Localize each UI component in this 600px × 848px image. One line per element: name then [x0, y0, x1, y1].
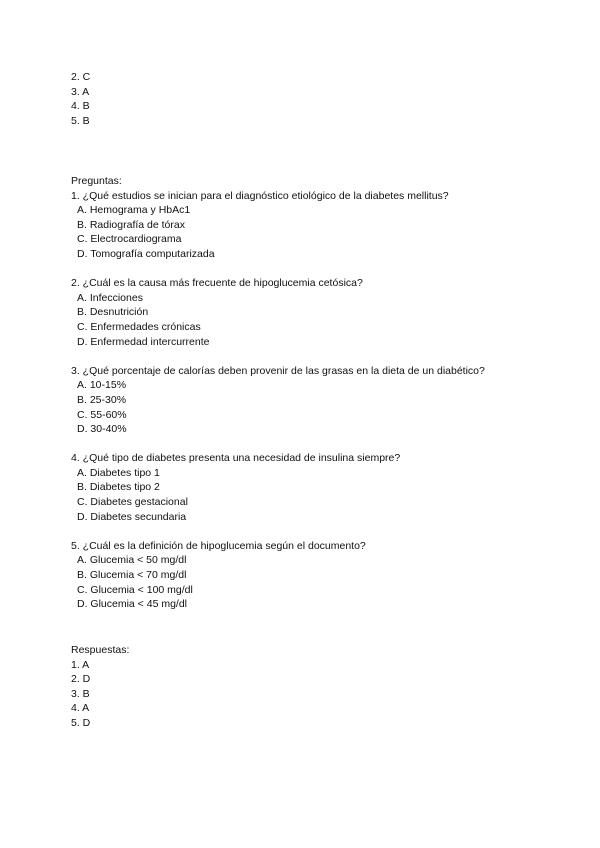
answer-key-item: 5. D	[71, 716, 91, 729]
question-text: 1. ¿Qué estudios se inician para el diagnóstico etiológico de la diabetes mellitus?	[71, 189, 449, 202]
answer-key-item: 3. B	[71, 687, 90, 700]
answer-option: C. Enfermedades crónicas	[77, 320, 201, 333]
question-4	[71, 451, 551, 524]
question-text: 5. ¿Cuál es la definición de hipoglucemia según el documento?	[71, 539, 366, 552]
question-3	[71, 364, 551, 437]
answer-option: C. 55-60%	[77, 408, 127, 421]
previous-answer: 4. B	[71, 100, 90, 113]
previous-answer: 2. C	[71, 71, 91, 83]
answer-option: D. 30-40%	[77, 423, 127, 436]
answer-key-item: 1. A	[71, 658, 90, 671]
question-text: 4. ¿Qué tipo de diabetes presenta una necesidad de insulina siempre?	[71, 452, 401, 465]
answer-key-item: 2. D	[71, 673, 91, 686]
previous-answer: 3. A	[71, 85, 90, 98]
answer-option: C. Electrocardiograma	[77, 233, 182, 246]
answer-option: B. Radiografía de tórax	[77, 218, 185, 231]
previous-answers-list	[71, 70, 551, 128]
answer-option: B. Glucemia < 70 mg/dl	[77, 569, 187, 582]
previous-answer: 5. B	[71, 114, 90, 127]
questions-section	[71, 174, 551, 612]
answers-heading: Respuestas:	[71, 644, 130, 656]
answer-option: A. Diabetes tipo 1	[77, 466, 160, 479]
answer-option: A. Glucemia < 50 mg/dl	[77, 554, 187, 567]
answer-option: D. Tomografía computarizada	[77, 247, 215, 260]
answer-option: C. Glucemia < 100 mg/dl	[77, 583, 193, 596]
answers-section	[71, 643, 551, 731]
questions-heading: Preguntas:	[71, 175, 122, 187]
answer-option: D. Enfermedad intercurrente	[77, 335, 210, 348]
answer-key-item: 4. A	[71, 702, 90, 715]
answer-option: B. Desnutrición	[77, 306, 149, 319]
answer-option: B. Diabetes tipo 2	[77, 481, 160, 494]
answer-option: D. Glucemia < 45 mg/dl	[77, 598, 188, 611]
question-text: 2. ¿Cuál es la causa más frecuente de hipoglucemia cetósica?	[71, 277, 363, 290]
question-1	[71, 189, 551, 262]
answer-option: A. Infecciones	[77, 291, 143, 304]
answer-option: D. Diabetes secundaria	[77, 510, 187, 523]
question-2	[71, 276, 551, 349]
answer-option: A. 10-15%	[77, 379, 127, 392]
answer-option: A. Hemograma y HbAc1	[77, 204, 191, 217]
answer-option: C. Diabetes gestacional	[77, 496, 188, 509]
question-text: 3. ¿Qué porcentaje de calorías deben provenir de las grasas en la dieta de un diabético?	[71, 364, 485, 377]
question-5	[71, 539, 551, 612]
answer-option: B. 25-30%	[77, 393, 127, 406]
